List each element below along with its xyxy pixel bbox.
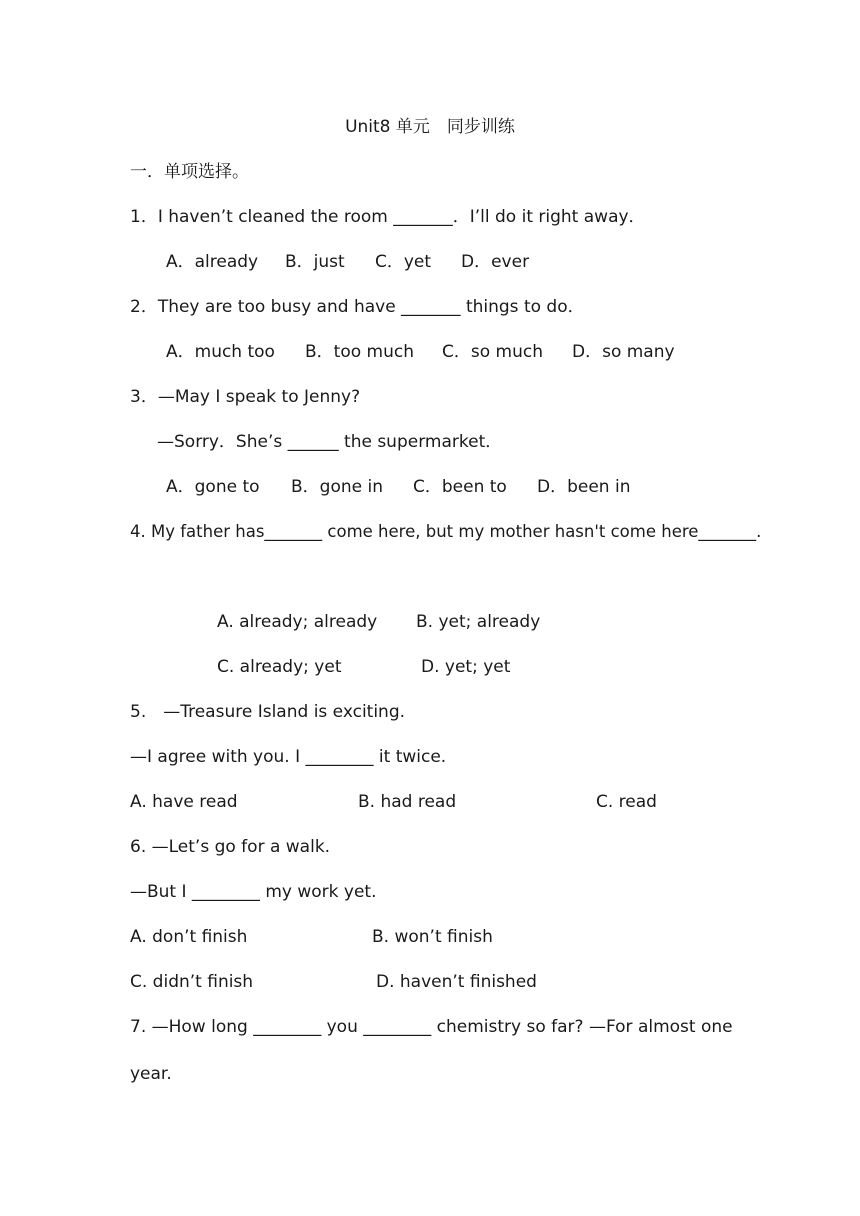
question-3-stem: 3．—May I speak to Jenny? (130, 387, 361, 407)
question-6-option-c: C. didn’t finish (130, 972, 254, 992)
question-3-stem-reply: —Sorry．She’s ______ the supermarket． (157, 432, 503, 452)
question-4-option-c: C. already; yet (217, 657, 342, 677)
question-1-option-b: B．just (285, 252, 345, 272)
question-3-option-b: B．gone in (291, 477, 383, 497)
question-1-option-c: C．yet (375, 252, 432, 272)
page-title: Unit8 单元 同步训练 (345, 117, 515, 137)
question-4-option-b: B. yet; already (416, 612, 541, 632)
question-3-option-a: A．gone to (166, 477, 260, 497)
question-6-stem-reply: —But I ________ my work yet. (130, 882, 377, 902)
question-5-stem: 5. —Treasure Island is exciting. (130, 702, 406, 722)
question-5-option-b: B. had read (358, 792, 457, 812)
question-1-option-a: A．already (166, 252, 259, 272)
question-4-stem: 4. My father has_______ come here, but my mother hasn't come here_______. (130, 522, 762, 541)
question-3-option-c: C．been to (413, 477, 507, 497)
question-4-option-d: D. yet; yet (421, 657, 511, 677)
question-6-option-a: A. don’t finish (130, 927, 248, 947)
question-6-option-b: B. won’t finish (372, 927, 493, 947)
question-2-option-d: D．so many (572, 342, 675, 362)
question-1-stem: 1．I haven’t cleaned the room _______．I’ll do it right away． (130, 207, 646, 227)
question-4-option-a: A. already; already (217, 612, 378, 632)
question-7-stem: 7. —How long ________ you ________ chemistry so far? —For almost one (130, 1017, 733, 1037)
question-2-option-c: C．so much (442, 342, 543, 362)
question-5-option-c: C. read (596, 792, 657, 812)
question-7-stem-continued: year. (130, 1064, 172, 1084)
question-6-stem: 6. —Let’s go for a walk. (130, 837, 331, 857)
question-6-option-d: D. haven’t finished (376, 972, 537, 992)
question-3-option-d: D．been in (537, 477, 631, 497)
section-heading: 一．单项选择。 (130, 162, 249, 182)
question-5-stem-reply: —I agree with you. I ________ it twice. (130, 747, 447, 767)
question-2-stem: 2．They are too busy and have _______ things to do． (130, 297, 585, 317)
question-5-option-a: A. have read (130, 792, 238, 812)
question-1-option-d: D．ever (461, 252, 530, 272)
question-2-option-a: A．much too (166, 342, 275, 362)
question-2-option-b: B．too much (305, 342, 414, 362)
